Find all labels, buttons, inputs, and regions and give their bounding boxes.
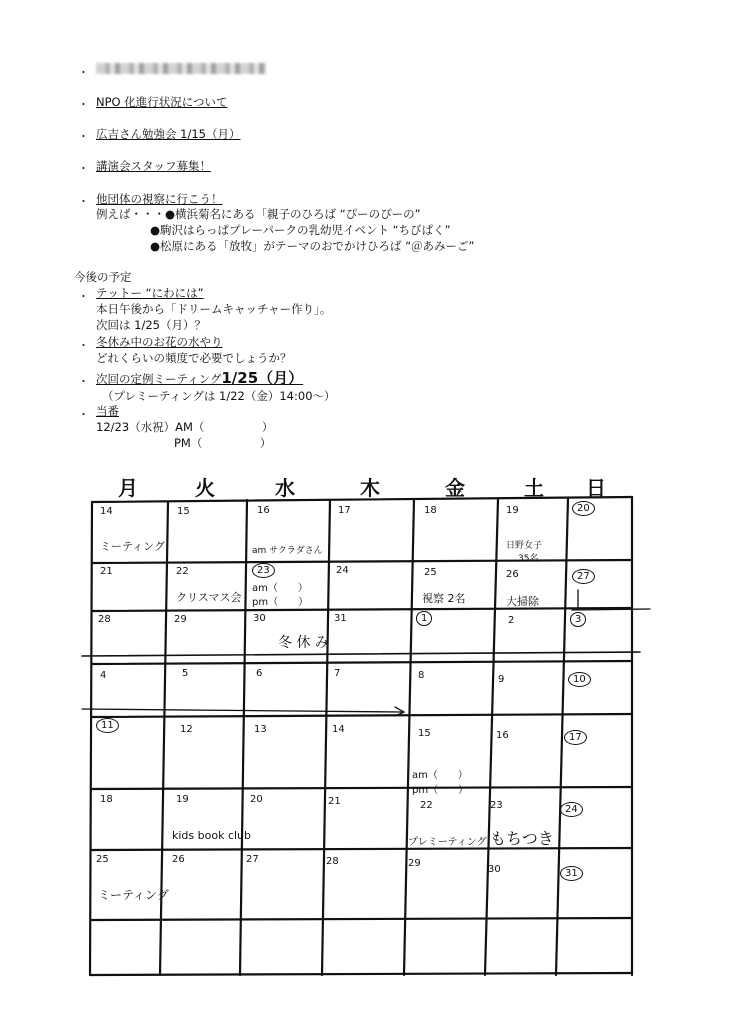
date-number-sunday bbox=[564, 732, 587, 743]
circled-date: 11 bbox=[96, 718, 119, 733]
date-number: 12 bbox=[180, 724, 193, 735]
duty-pm: PM（ ） bbox=[174, 436, 272, 450]
circled-date: 23 bbox=[252, 563, 275, 578]
date-number: 15 bbox=[177, 506, 190, 517]
date-number: 24 bbox=[336, 565, 349, 576]
date-number: 22 bbox=[420, 800, 433, 811]
date-number: 28 bbox=[98, 614, 111, 625]
date-number-holiday bbox=[252, 565, 275, 576]
day-header-mon: 月 bbox=[118, 476, 138, 500]
note-big-cleaning: 大掃除 bbox=[506, 595, 539, 608]
date-number-sunday bbox=[560, 804, 583, 815]
date-number: 14 bbox=[100, 506, 113, 517]
date-number: 19 bbox=[176, 794, 189, 805]
circled-date: 3 bbox=[570, 612, 586, 627]
note-mochitsuki: もちつき bbox=[490, 829, 554, 848]
circled-date: 31 bbox=[560, 866, 583, 881]
day-header-thu: 木 bbox=[360, 476, 380, 500]
day-header-fri: 金 bbox=[445, 476, 465, 500]
date-number: 7 bbox=[334, 668, 341, 679]
schedule-item-title: 冬休み中のお花の水やり bbox=[96, 335, 223, 349]
bullet: ・ bbox=[78, 339, 89, 352]
note-35-people: 35名 bbox=[518, 554, 539, 564]
note-inspection: 視察 2名 bbox=[422, 592, 466, 605]
date-number: 21 bbox=[100, 566, 113, 577]
note-meeting: ミーティング bbox=[100, 540, 165, 553]
note-am-slot-2: am（ ） bbox=[412, 770, 468, 781]
date-number: 5 bbox=[182, 668, 189, 679]
visit-example-1: 例えば・・・●横浜菊名にある「親子のひろば “ぴーのぴーの” bbox=[96, 207, 421, 221]
date-number-holiday bbox=[96, 720, 119, 731]
date-number: 23 bbox=[490, 800, 503, 811]
date-number: 16 bbox=[257, 505, 270, 516]
date-number: 30 bbox=[253, 613, 266, 624]
bullet: ・ bbox=[78, 375, 89, 388]
agenda-item-npo: NPO 化進行状況について bbox=[96, 95, 228, 109]
date-number-holiday bbox=[416, 613, 432, 624]
note-pm-slot: pm（ ） bbox=[252, 597, 309, 608]
date-number: 26 bbox=[506, 569, 519, 580]
date-number: 29 bbox=[408, 858, 421, 869]
circled-date: 27 bbox=[572, 569, 595, 584]
date-number: 9 bbox=[498, 674, 505, 685]
day-header-sun: 日 bbox=[586, 476, 606, 500]
date-number: 22 bbox=[176, 566, 189, 577]
date-number: 6 bbox=[256, 668, 263, 679]
date-number: 25 bbox=[424, 567, 437, 578]
date-number: 19 bbox=[506, 505, 519, 516]
day-header-sat: 土 bbox=[524, 476, 544, 500]
bullet: ・ bbox=[78, 98, 89, 111]
date-number: 8 bbox=[418, 670, 425, 681]
agenda-item-staff: 講演会スタッフ募集！ bbox=[96, 159, 211, 173]
date-number-sunday bbox=[572, 571, 595, 582]
date-number: 28 bbox=[326, 856, 339, 867]
bullet: ・ bbox=[78, 162, 89, 175]
date-number-sunday bbox=[570, 614, 586, 625]
date-number: 18 bbox=[424, 505, 437, 516]
schedule-item-title: テットー “にわには” bbox=[96, 286, 204, 300]
date-number: 30 bbox=[488, 864, 501, 875]
visit-example-3: ●松原にある「放牧」がテーマのおでかけひろば “＠あみーご” bbox=[150, 239, 475, 253]
bullet: ・ bbox=[78, 408, 89, 421]
agenda-item-visit: 他団体の視察に行こう！ bbox=[96, 192, 223, 206]
date-number-sunday bbox=[568, 674, 591, 685]
next-meeting-label: 次回の定例ミーティング bbox=[96, 372, 222, 386]
schedule-item-line: （プレミーティングは 1/22（金）14:00～） bbox=[102, 389, 336, 403]
circled-date: 10 bbox=[568, 672, 591, 687]
date-number: 14 bbox=[332, 724, 345, 735]
bullet: ・ bbox=[78, 290, 89, 303]
circled-date: 17 bbox=[564, 730, 587, 745]
date-number: 27 bbox=[246, 854, 259, 865]
day-header-tue: 火 bbox=[195, 476, 215, 500]
bullet: ・ bbox=[78, 66, 89, 79]
date-number: 25 bbox=[96, 854, 109, 865]
date-number: 29 bbox=[174, 614, 187, 625]
note-meeting-2: ミーティング bbox=[98, 888, 169, 902]
note-hino-girls: 日野女子 bbox=[506, 541, 543, 551]
date-number: 31 bbox=[334, 613, 347, 624]
date-number: 21 bbox=[328, 796, 341, 807]
date-number-sunday bbox=[560, 868, 583, 879]
schedule-item-line: どれくらいの頻度で必要でしょうか？ bbox=[96, 351, 292, 365]
note-kids-book-club: kids book club bbox=[172, 829, 252, 842]
date-number-sunday bbox=[572, 503, 595, 514]
note-christmas-party: クリスマス会 bbox=[176, 591, 242, 604]
schedule-item-title: 当番 bbox=[96, 404, 119, 418]
date-number: 18 bbox=[100, 794, 113, 805]
bullet: ・ bbox=[78, 130, 89, 143]
note-pre-meeting: プレミーティング bbox=[408, 837, 487, 848]
schedule-heading: 今後の予定 bbox=[74, 270, 132, 284]
date-number: 16 bbox=[496, 730, 509, 741]
schedule-item-line: 本日午後から「ドリームキャッチャー作り」。 bbox=[96, 302, 332, 316]
date-number: 15 bbox=[418, 728, 431, 739]
circled-date: 20 bbox=[572, 501, 595, 516]
date-number: 26 bbox=[172, 854, 185, 865]
date-number: 20 bbox=[250, 794, 263, 805]
duty-am: 12/23（水祝）AM（ ） bbox=[96, 420, 274, 434]
note-winter-break: 冬 休 み bbox=[278, 635, 329, 651]
date-number: 4 bbox=[100, 670, 107, 681]
note-am-visitor: am サクラダさん bbox=[252, 546, 323, 556]
circled-date: 1 bbox=[416, 611, 432, 626]
date-number: 17 bbox=[338, 505, 351, 516]
date-number: 2 bbox=[508, 615, 515, 626]
date-number: 13 bbox=[254, 724, 267, 735]
bullet: ・ bbox=[78, 195, 89, 208]
visit-example-2: ●駒沢はらっぱプレーパークの乳幼児イベント “ちびぱく” bbox=[150, 223, 451, 237]
next-meeting-date: 1/25（月） bbox=[221, 369, 304, 387]
note-pm-slot-2: pm（ ） bbox=[412, 785, 469, 796]
day-header-wed: 水 bbox=[275, 476, 295, 500]
circled-date: 24 bbox=[560, 802, 583, 817]
note-am-slot: am（ ） bbox=[252, 583, 308, 594]
schedule-item-line: 次回は 1/25（月）？ bbox=[96, 318, 206, 332]
agenda-item-study: 広吉さん勉強会 1/15（月） bbox=[96, 127, 241, 141]
